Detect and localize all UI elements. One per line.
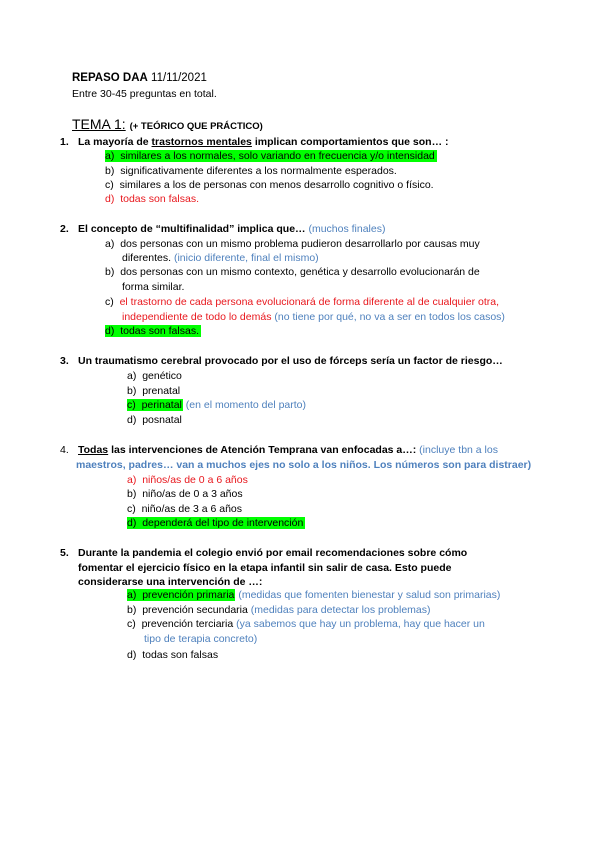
q4-option-b [127, 487, 243, 501]
option-note: (inicio diferente, final el mismo) [173, 252, 319, 264]
stem-underlined: Todas [78, 444, 109, 456]
option-text: todas son falsas. [120, 193, 199, 205]
question-number: 4. [60, 444, 69, 456]
document-title [72, 72, 207, 84]
option-letter: b) [105, 266, 115, 278]
section-heading [72, 116, 263, 132]
question-number: 1. [60, 136, 69, 148]
option-text: prevención secundaria [142, 604, 248, 616]
stem-part: El concepto de “multifinalidad” implica que… [78, 223, 306, 235]
option-letter: b) [127, 385, 137, 397]
option-text: independiente de todo lo demás [122, 311, 272, 323]
stem-note: (muchos finales) [305, 223, 386, 235]
option-text: forma similar. [122, 281, 185, 293]
q1-option-d [105, 192, 199, 206]
option-text: perinatal [141, 399, 182, 411]
option-letter: c) [127, 503, 136, 515]
section-label: TEMA 1: [72, 116, 126, 132]
option-text: dos personas con un mismo problema pudieron desarrollarlo por causas muy [120, 238, 480, 250]
q5-option-b [127, 603, 431, 617]
option-note: (en el momento del parto) [182, 399, 307, 411]
q5-option-a [127, 588, 500, 602]
option-text: similares a los normales, solo variando en frecuencia y/o intensidad [120, 150, 435, 162]
q3-option-a [127, 369, 182, 383]
q2-option-b [105, 265, 480, 279]
option-letter: c) [105, 296, 114, 308]
option-text: similares a los de personas con menos desarrollo cognitivo o físico. [119, 179, 434, 191]
option-letter: c) [127, 399, 136, 411]
option-letter: a) [105, 150, 115, 162]
question-stem [78, 135, 449, 150]
stem-note: (incluye tbn a los [416, 444, 498, 456]
option-letter: c) [127, 618, 136, 630]
stem-part: La mayoría de [78, 136, 152, 148]
question-number: 5. [60, 547, 69, 559]
option-text: el trastorno de cada persona evolucionará de forma diferente al de cualquier otra, [119, 296, 499, 308]
question-stem-line-2: fomentar el ejercicio físico en la etapa infantil sin salir de casa. Esto puede [78, 562, 452, 574]
option-text: diferentes. [122, 252, 174, 264]
option-text: todas son falsas. [120, 325, 199, 337]
option-text: prenatal [142, 385, 181, 397]
option-note: (ya sabemos que hay un problema, hay que hacer un [233, 618, 485, 630]
stem-part: implican comportamientos que son… : [251, 136, 449, 148]
q5-option-c [127, 617, 485, 631]
option-letter: a) [105, 238, 115, 250]
q2-option-a [105, 237, 480, 251]
option-text: dos personas con un mismo contexto, genética y desarrollo evolucionarán de [120, 266, 480, 278]
option-note: (medidas para detectar los problemas) [247, 604, 431, 616]
option-text: genético [142, 370, 182, 382]
q4-option-d [127, 516, 305, 530]
option-text: prevención primaria [142, 589, 235, 601]
title-text: REPASO DAA [72, 72, 148, 84]
q5-option-c-cont: tipo de terapia concreto) [144, 633, 258, 645]
option-note: (no tiene por qué, no va a ser en todos los casos) [271, 311, 505, 323]
option-letter: c) [105, 179, 114, 191]
question-4 [60, 443, 540, 473]
question-stem-line-3: considerarse una intervención de …: [78, 576, 263, 588]
option-text: significativamente diferentes a los normalmente esperados. [120, 165, 397, 177]
section-subtitle: (+ TEÓRICO QUE PRÁCTICO) [129, 121, 263, 132]
option-text: posnatal [142, 414, 182, 426]
option-letter: d) [105, 325, 115, 337]
option-letter: a) [127, 474, 137, 486]
question-stem [78, 443, 498, 458]
q2-option-c-cont [122, 310, 505, 324]
q4-option-c [127, 502, 242, 516]
question-stem [78, 222, 385, 237]
option-note: (medidas que fomenten bienestar y salud son primarias) [235, 589, 501, 601]
q2-option-d [105, 324, 201, 338]
stem-note-continued: maestros, padres… van a muchos ejes no solo a los niños. Los números son para distraer) [76, 459, 532, 471]
q1-option-b [105, 164, 397, 178]
question-2 [60, 222, 540, 237]
question-stem-line-1: Durante la pandemia el colegio envió por email recomendaciones sobre cómo [78, 547, 468, 559]
question-3 [60, 354, 540, 369]
option-text: niños/as de 0 a 6 años [142, 474, 248, 486]
q3-option-c [127, 398, 306, 412]
option-letter: a) [127, 589, 137, 601]
question-number: 3. [60, 355, 69, 367]
option-text: niño/as de 0 a 3 años [142, 488, 243, 500]
option-letter: a) [127, 370, 137, 382]
option-letter: d) [127, 414, 137, 426]
q4-option-a [127, 473, 248, 487]
question-stem: Un traumatismo cerebral provocado por el uso de fórceps sería un factor de riesgo… [78, 355, 503, 367]
document-subtitle: Entre 30-45 preguntas en total. [72, 88, 217, 100]
q5-option-d [127, 648, 218, 662]
option-text: dependerá del tipo de intervención [142, 517, 304, 529]
option-letter: b) [127, 604, 137, 616]
question-1 [60, 135, 540, 150]
q1-option-a [105, 149, 437, 163]
option-letter: d) [127, 517, 137, 529]
option-letter: d) [127, 649, 137, 661]
option-letter: b) [127, 488, 137, 500]
stem-part: las intervenciones de Atención Temprana van enfocadas a…: [108, 444, 417, 456]
q2-option-c [105, 295, 499, 309]
option-text: todas son falsas [142, 649, 219, 661]
q1-option-c [105, 178, 434, 192]
q3-option-b [127, 384, 180, 398]
q2-option-b-cont [122, 280, 184, 294]
q2-option-a-cont [122, 251, 319, 265]
title-date: 11/11/2021 [147, 72, 207, 84]
question-number: 2. [60, 223, 69, 235]
stem-underlined: trastornos mentales [151, 136, 252, 148]
q3-option-d [127, 413, 182, 427]
option-letter: d) [105, 193, 115, 205]
option-text: prevención terciaria [141, 618, 234, 630]
option-text: niño/as de 3 a 6 años [141, 503, 243, 515]
question-5 [60, 546, 540, 590]
option-letter: b) [105, 165, 115, 177]
